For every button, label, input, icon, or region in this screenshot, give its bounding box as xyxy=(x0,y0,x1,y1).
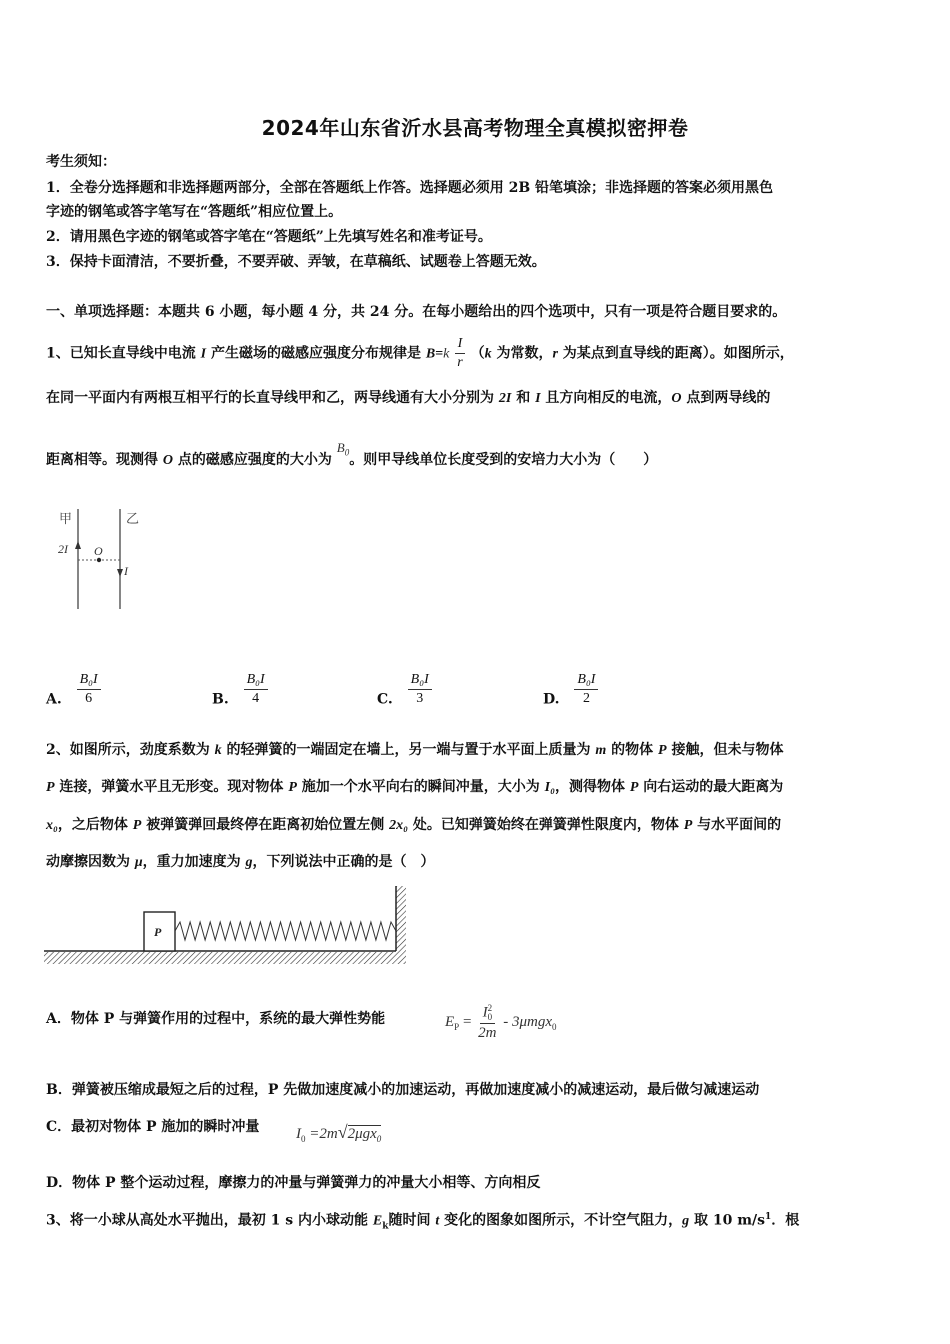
q2-spring-diagram xyxy=(44,882,410,968)
q1-line-1: 1、已知长直导线中电流 I 产生磁场的磁感应强度分布规律是 B=k $\frac{I}{r}$ （k 为常数，r 为某点到直导线的距离）。如图所示， xyxy=(46,336,794,370)
q2-line-1: 2、如图所示，劲度系数为 k 的轻弹簧的一端固定在墙上，另一端与置于水平面上质量为 m 的物体 P 接触，但未与物体 xyxy=(46,742,784,758)
arrow-up-icon xyxy=(75,541,81,549)
q2-option-c[interactable]: C．最初对物体 P 施加的瞬时冲量 xyxy=(46,1119,260,1135)
q3-line-1: 3、将一小球从高处水平抛出，最初 1 s 内小球动能 $E_k$随时间 t 变化的图象如图所示，不计空气阻力，g 取 10 $m/s^1$．根 xyxy=(46,1212,800,1232)
notice-item-1: 1．全卷分选择题和非选择题两部分，全部在答题纸上作答。选择题必须用 2B 铅笔填涂；非选择题的答案必须用黑色 xyxy=(46,180,774,196)
q2-option-a[interactable]: A．物体 P 与弹簧作用的过程中，系统的最大弹性势能 xyxy=(46,1011,386,1027)
q1-option-b[interactable]: B. $\frac{\text{B₀I}}{4}$ xyxy=(212,682,268,717)
q1-option-c[interactable]: C. $\frac{\text{B₀I}}{3}$ xyxy=(377,682,432,717)
q2-line-4: 动摩擦因数为 μ，重力加速度为 g，下列说法中正确的是（ ） xyxy=(46,854,435,870)
q2-option-b[interactable]: B．弹簧被压缩成最短之后的过程，P 先做加速度减小的加速运动，再做加速度减小的减速运动，最后做匀减速运动 xyxy=(46,1082,760,1098)
q1-option-a[interactable]: A. $\frac{\text{B₀I}}{6}$ xyxy=(46,682,101,717)
q2-line-2: P 连接，弹簧水平且无形变。现对物体 P 施加一个水平向右的瞬间冲量，大小为 I₀，测得物体 P 向右运动的最大距离为 xyxy=(46,779,784,795)
q2-option-d[interactable]: D．物体 P 整个运动过程，摩擦力的冲量与弹簧弹力的冲量大小相等、方向相反 xyxy=(46,1175,541,1191)
block-p-label: P xyxy=(154,925,162,939)
notice-heading: 考生须知： xyxy=(46,154,116,170)
q1-line-3: 距离相等。现测得 O 点的磁感应强度的大小为 $B_0$。则甲导线单位长度受到的安培力大小为（ ） xyxy=(46,440,658,468)
arrow-down-icon xyxy=(117,569,123,577)
q2-option-c-formula: $I_0 =2m√2\mu gx_0$ xyxy=(296,1122,382,1144)
notice-item-3: 3．保持卡面清洁，不要折叠，不要弄破、弄皱，在草稿纸、试题卷上答题无效。 xyxy=(46,254,546,270)
label-2i: 2I xyxy=(58,542,68,556)
wall-hatch xyxy=(396,886,406,952)
q2-option-a-formula: $E_P$ = I 2 0 2m - 3μmgx$_0$ xyxy=(445,1003,557,1041)
q1-option-d[interactable]: D. $\frac{\text{B₀I}}{2}$ xyxy=(543,682,598,717)
spring xyxy=(175,922,396,940)
ground-hatch xyxy=(44,952,406,964)
section-heading: 一、单项选择题：本题共 6 小题，每小题 4 分，共 24 分。在每小题给出的四个选项中，只有一项是符合题目要求的。 xyxy=(46,304,787,320)
notice-item-2: 2．请用黑色字迹的钢笔或答字笔在“答题纸”上先填写姓名和准考证号。 xyxy=(46,229,492,245)
label-o: O xyxy=(94,544,103,558)
label-jia: 甲 xyxy=(59,511,73,526)
page-title: 2024年山东省沂水县高考物理全真模拟密押卷 xyxy=(261,116,689,140)
label-yi: 乙 xyxy=(126,511,140,526)
label-i: I xyxy=(124,564,128,578)
point-o xyxy=(97,558,101,562)
q1-line-2: 在同一平面内有两根互相平行的长直导线甲和乙，两导线通有大小分别为 2I 和 I 且方向相反的电流，O 点到两导线的 xyxy=(46,390,771,406)
notice-item-1-cont: 字迹的钢笔或答字笔写在“答题纸”相应位置上。 xyxy=(46,204,343,220)
q1-wire-diagram xyxy=(50,505,160,615)
q2-line-3: x₀，之后物体 P 被弹簧弹回最终停在距离初始位置左侧 2x₀ 处。已知弹簧始终在弹簧弹性限度内，物体 P 与水平面间的 xyxy=(46,817,782,833)
q1-formula-fraction: $\frac{I}{r}$ xyxy=(454,336,465,371)
